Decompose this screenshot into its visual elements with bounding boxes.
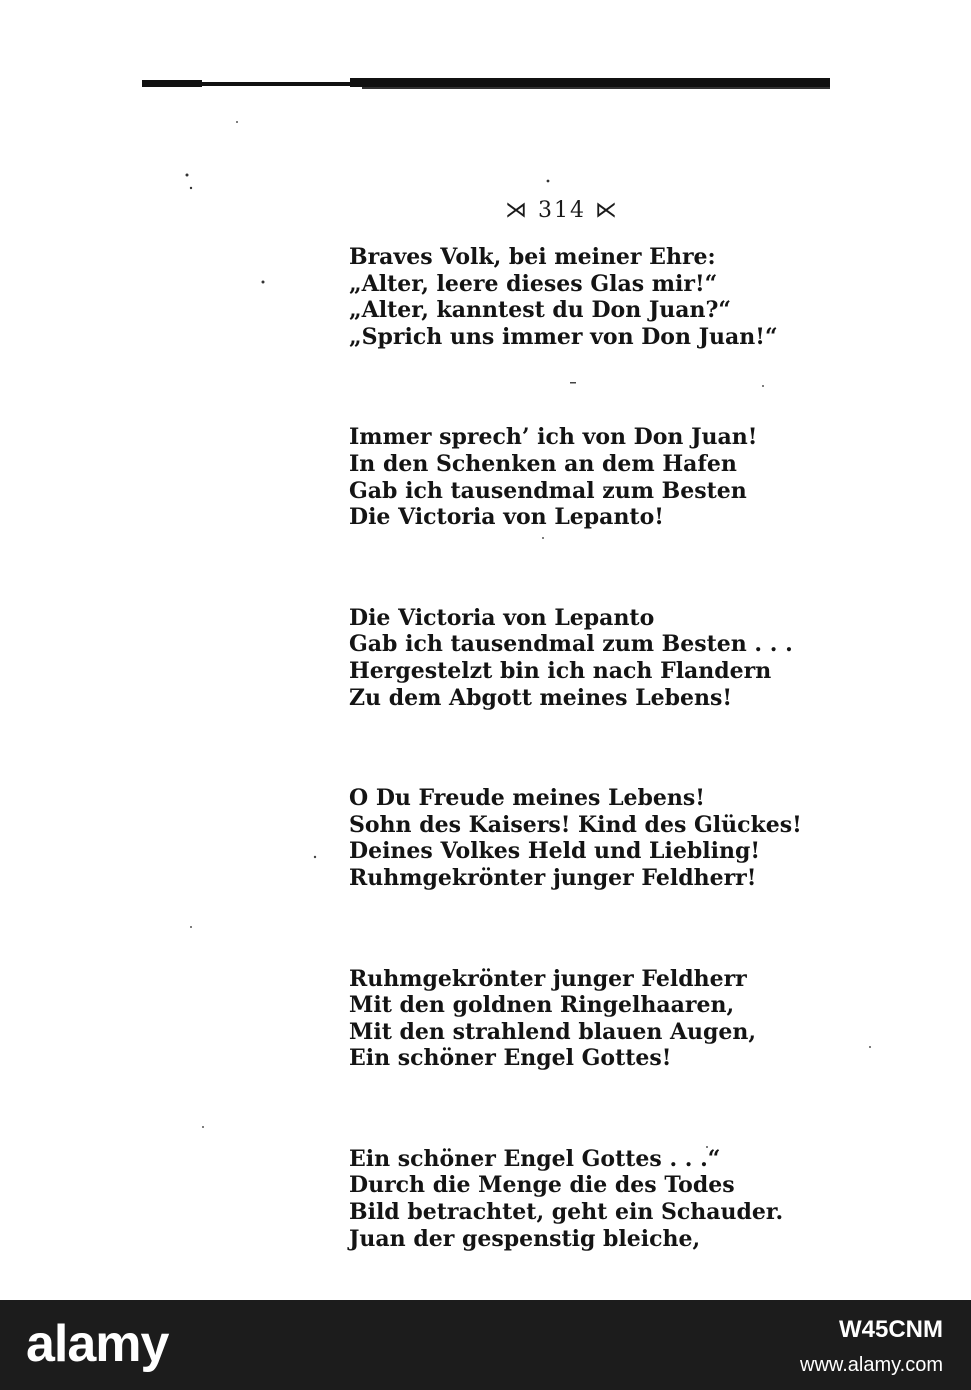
verse-line: Durch die Menge die des Todes — [349, 1172, 735, 1199]
stock-info — [800, 1316, 943, 1377]
verse-line: Ein schöner Engel Gottes! — [349, 1045, 672, 1072]
verse-line: Die Victoria von Lepanto — [349, 604, 655, 631]
verse-line: Die Victoria von Lepanto! — [349, 504, 664, 531]
page-ornament-right: ⋉ — [595, 198, 619, 223]
verse-line: Hergestelzt bin ich nach Flandern — [349, 657, 772, 684]
verse-line: „Sprich uns immer von Don Juan!“ — [349, 323, 778, 350]
verse-line: Sohn des Kaisers! Kind des Glückes! — [349, 811, 802, 838]
page-number — [505, 198, 619, 223]
verse-line: Immer sprech’ ich von Don Juan! — [349, 424, 758, 451]
stanza — [349, 1145, 784, 1252]
verse-line: Deines Volkes Held und Liebling! — [349, 838, 761, 865]
verse-line: O Du Freude meines Lebens! — [349, 785, 705, 812]
verse-line: Bild betrachtet, geht ein Schauder. — [349, 1199, 784, 1226]
page-number-value: 314 — [538, 198, 586, 223]
verse-line: „Alter, kanntest du Don Juan?“ — [349, 297, 732, 324]
verse-line: Gab ich tausendmal zum Besten — [349, 477, 747, 504]
stanza — [349, 785, 802, 891]
verse-line: In den Schenken an dem Hafen — [349, 450, 737, 477]
verse-line: Ruhmgekrönter junger Feldherr! — [349, 864, 757, 891]
page-ornament-left: ⋊ — [505, 198, 529, 223]
image-id: W45CNM — [838, 1316, 943, 1343]
poem-text — [349, 244, 802, 1252]
verse-line: Juan der gespenstig bleiche, — [349, 1225, 701, 1252]
stanza — [349, 604, 793, 711]
verse-line: Ein schöner Engel Gottes . . .“ — [349, 1145, 721, 1172]
verse-line: Braves Volk, bei meiner Ehre: — [349, 244, 716, 270]
stock-url: www.alamy.com — [800, 1354, 943, 1376]
stanza — [349, 424, 769, 530]
alamy-logo: alamy — [26, 1315, 169, 1373]
stanza — [349, 244, 778, 350]
verse-line: Gab ich tausendmal zum Besten . . . — [349, 631, 793, 658]
verse-line: Zu dem Abgott meines Lebens! — [349, 684, 733, 711]
verse-line: „Alter, leere dieses Glas mir!“ — [349, 270, 718, 297]
verse-line: Mit den strahlend blauen Augen, — [349, 1018, 757, 1045]
verse-line: Ruhmgekrönter junger Feldherr — [349, 965, 747, 992]
stanza — [349, 966, 769, 1072]
stock-banner — [0, 1300, 971, 1390]
verse-line: Mit den goldnen Ringelhaaren, — [349, 992, 735, 1019]
